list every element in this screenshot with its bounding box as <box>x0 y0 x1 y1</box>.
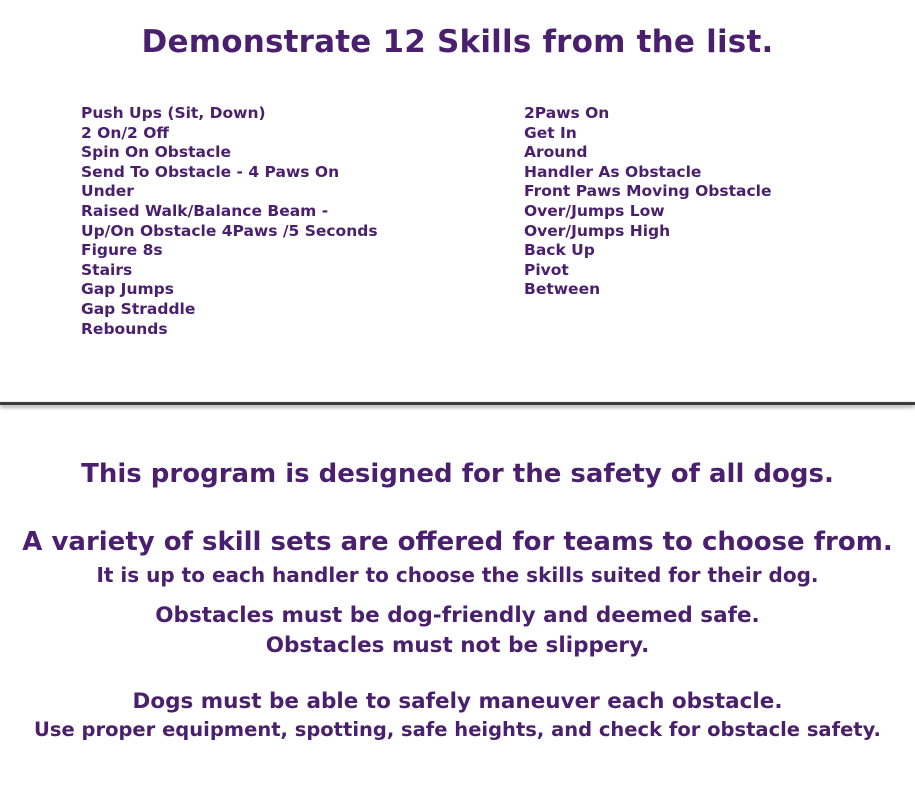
skill-item: Over/Jumps High <box>524 221 671 240</box>
skill-item: Rebounds <box>81 319 168 338</box>
skills-list-right <box>524 104 771 300</box>
obstacle-slippery-statement: Obstacles must not be slippery. <box>265 633 650 658</box>
skills-list-left <box>81 104 378 339</box>
skill-item: Get In <box>524 123 577 142</box>
maneuver-statement: Dogs must be able to safely maneuver each obstacle. <box>132 689 783 714</box>
skill-item: Push Ups (Sit, Down) <box>81 104 266 122</box>
skill-item: Spin On Obstacle <box>81 143 231 162</box>
skill-item: Between <box>524 280 601 299</box>
skill-item: 2Paws On <box>524 104 610 122</box>
skill-item: Figure 8s <box>81 241 163 260</box>
skill-item: Under <box>81 182 134 201</box>
skill-item: Raised Walk/Balance Beam - <box>81 201 329 220</box>
page-heading: Demonstrate 12 Skills from the list. <box>141 24 774 60</box>
safety-statement: This program is designed for the safety of all dogs. <box>81 459 834 489</box>
skill-item: Gap Jumps <box>81 280 174 299</box>
skill-item: Around <box>524 143 588 162</box>
handler-choice-statement: It is up to each handler to choose the skills suited for their dog. <box>96 563 819 587</box>
skill-item: 2 On/2 Off <box>81 123 169 142</box>
safety-info-section <box>0 405 915 800</box>
skill-item: Pivot <box>524 260 569 279</box>
skill-item: Up/On Obstacle 4Paws /5 Seconds <box>81 221 378 240</box>
skill-item: Gap Straddle <box>81 299 196 318</box>
obstacle-safe-statement: Obstacles must be dog-friendly and deemed safe. <box>155 603 760 628</box>
skill-sets-statement: A variety of skill sets are offered for teams to choose from. <box>22 527 893 557</box>
skill-item: Handler As Obstacle <box>524 162 702 181</box>
skill-item: Front Paws Moving Obstacle <box>524 182 772 201</box>
skill-item: Over/Jumps Low <box>524 201 665 220</box>
skill-item: Stairs <box>81 260 133 279</box>
equipment-statement: Use proper equipment, spotting, safe heights, and check for obstacle safety. <box>34 718 881 741</box>
skill-item: Back Up <box>524 241 595 260</box>
skill-item: Send To Obstacle - 4 Paws On <box>81 162 340 181</box>
